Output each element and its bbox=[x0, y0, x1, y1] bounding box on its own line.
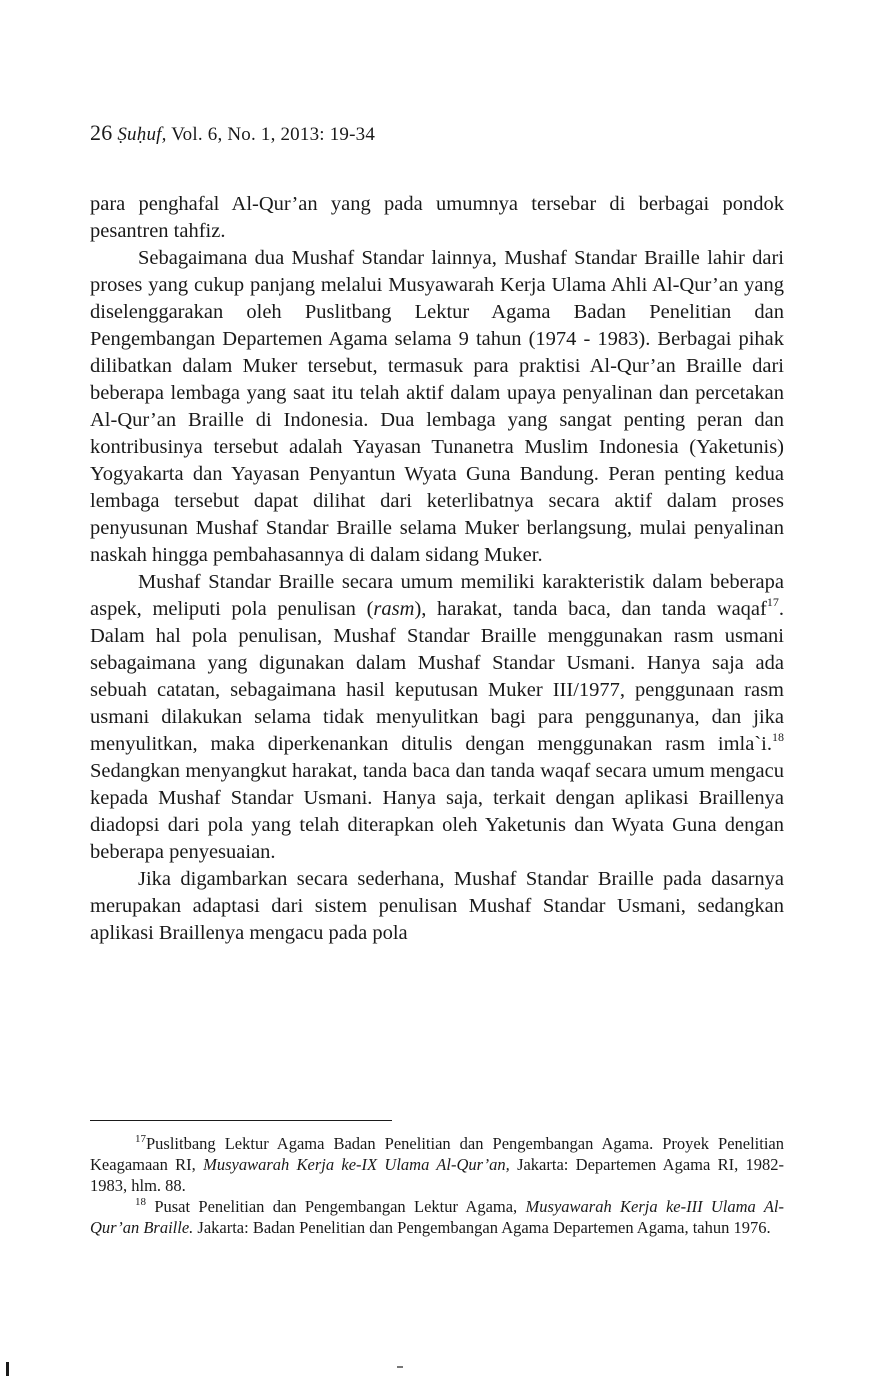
page-number: 26 bbox=[90, 120, 113, 145]
footnote-17-text-b: Jakarta: Departemen Agama RI, 1982-1983, hlm. 88. bbox=[90, 1155, 784, 1195]
paragraph-3 bbox=[90, 569, 784, 866]
journal-citation: Vol. 6, No. 1, 2013: 19-34 bbox=[166, 124, 376, 145]
rasm-term: rasm bbox=[373, 598, 415, 620]
paragraph-3-part-d: Sedangkan menyangkut harakat, tanda baca dan tanda waqaf secara umum mengacu kepada Mushaf Standar Usmani. Hanya saja, terkait dengan aplikasi Braillenya diadopsi dari pola yang telah diterapkan oleh Yaketunis dan Wyata Guna dengan beberapa penyesuaian. bbox=[90, 760, 784, 863]
footnote-17-text-a: Puslitbang Lektur Agama Badan Penelitian dan Pengembangan Agama. Proyek Penelitian Keagamaan RI, bbox=[90, 1134, 784, 1174]
paragraph-3-part-c: . Dalam hal pola penulisan, Mushaf Standar Braille menggunakan rasm usmani sebagaimana yang digunakan dalam Mushaf Standar Usmani. Hanya saja ada sebuah catatan, sebagaimana hasil keputusan Muker III/1977, penggunaan rasm usmani dilakukan selama tidak menyulitkan bagi para penggunanya, dan jika menyulitkan, maka diperkenankan ditulis dengan menggunakan rasm imla`i. bbox=[90, 598, 784, 755]
paragraph-1: para penghafal Al-Qur’an yang pada umumnya tersebar di berbagai pondok pesantren tahfiz. bbox=[90, 193, 784, 242]
scan-dash-mark bbox=[397, 1366, 403, 1368]
paragraph-2: Sebagaimana dua Mushaf Standar lainnya, Mushaf Standar Braille lahir dari proses yang cukup panjang melalui Musyawarah Kerja Ulama Ahli Al-Qur’an yang diselenggarakan oleh Puslitbang Lektur Agama Badan Penelitian dan Pengembangan Departemen Agama selama 9 tahun (1974 - 1983). Berbagai pihak dilibatkan dalam Muker tersebut, termasuk para praktisi Al-Qur’an Braille dari beberapa lembaga yang saat itu telah aktif dalam upaya penyalinan dan percetakan Al-Qur’an Braille di Indonesia. Dua lembaga yang sangat penting peran dan kontribusinya tersebut adalah Yayasan Tunanetra Muslim Indonesia (Yaketunis) Yogyakarta dan Yayasan Penyantun Wyata Guna Bandung. Peran penting kedua lembaga tersebut dapat dilihat dari keterlibatnya secara aktif dalam proses penyusunan Mushaf Standar Braille selama Muker berlangsung, mulai penyalinan naskah hingga pembahasannya di dalam sidang Muker. bbox=[90, 247, 784, 566]
footnote-18-title: Musyawarah Kerja ke-III Ulama Al-Qur’an Braille. bbox=[90, 1197, 785, 1237]
footnote-18-number: 18 bbox=[135, 1196, 146, 1208]
footnote-17 bbox=[90, 1133, 784, 1196]
footnote-divider bbox=[90, 1120, 392, 1121]
footnote-18 bbox=[90, 1196, 784, 1238]
footnote-17-title: Musyawarah Kerja ke-IX Ulama Al-Qur’an, bbox=[203, 1155, 510, 1174]
scan-edge-mark bbox=[6, 1362, 9, 1376]
footnote-18-text-a: Pusat Penelitian dan Pengembangan Lektur Agama, bbox=[146, 1197, 526, 1216]
journal-name: Ṣuḥuf, bbox=[117, 124, 167, 145]
footnote-ref-18[interactable]: 18 bbox=[772, 730, 784, 744]
footnote-18-text-b: Jakarta: Badan Penelitian dan Pengembangan Agama Departemen Agama, tahun 1976. bbox=[193, 1218, 771, 1237]
footnote-ref-17[interactable]: 17 bbox=[766, 595, 779, 609]
paragraph-3-part-b: ), harakat, tanda baca, dan tanda waqaf bbox=[414, 598, 767, 620]
footnote-17-number: 17 bbox=[135, 1133, 146, 1145]
main-text bbox=[90, 191, 784, 947]
running-header bbox=[90, 120, 375, 146]
footnotes bbox=[90, 1133, 784, 1238]
paragraph-4: Jika digambarkan secara sederhana, Mushaf Standar Braille pada dasarnya merupakan adaptasi dari sistem penulisan Mushaf Standar Usmani, sedangkan aplikasi Braillenya mengacu pada pola bbox=[90, 868, 784, 944]
paragraph-3-part-a: Mushaf Standar Braille secara umum memiliki karakteristik dalam beberapa aspek, meliputi pola penulisan ( bbox=[90, 571, 784, 620]
